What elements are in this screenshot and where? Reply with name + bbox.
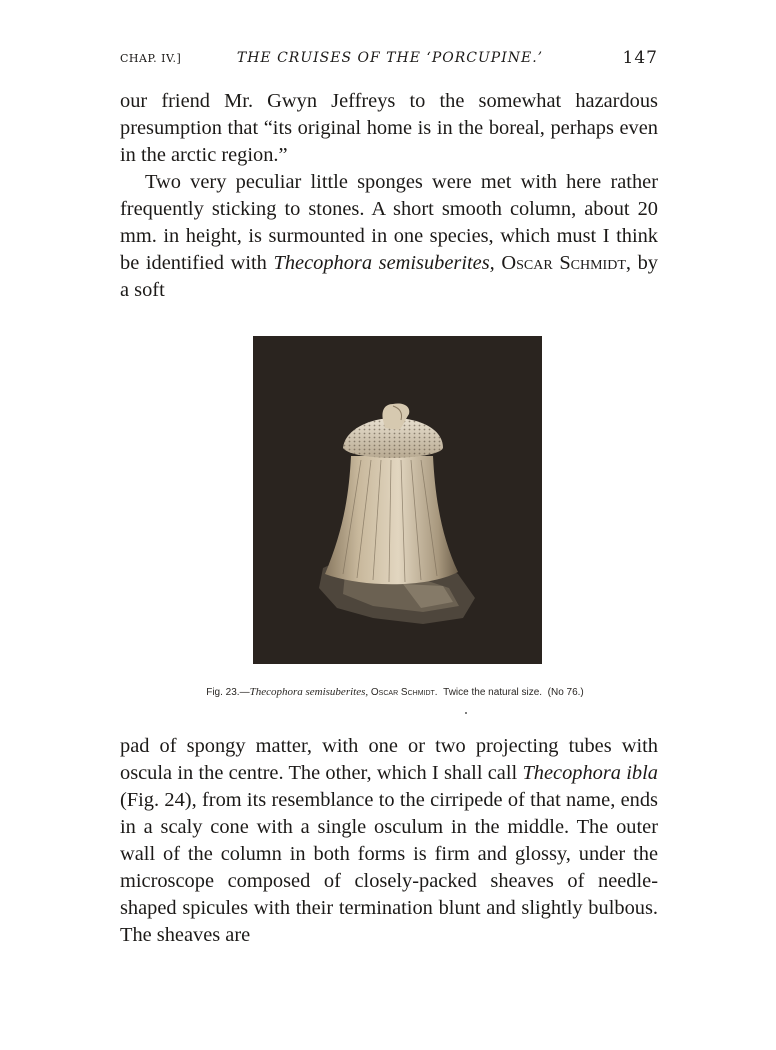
author-name: Oscar Schmidt — [501, 252, 626, 274]
sponge-engraving — [253, 336, 542, 664]
species-name: Thecophora ibla — [522, 762, 658, 784]
paragraph-continued — [120, 88, 658, 169]
caption-ref: (No 76.) — [547, 687, 584, 698]
figure-illustration — [253, 336, 542, 664]
caption-note: Twice the natural size. — [443, 687, 543, 698]
caption-author: Oscar Schmidt. — [370, 687, 438, 698]
paragraph-text: our friend Mr. Gwyn Jeffreys to the somewhat hazardous presumption that “its original home is in the boreal, perhaps even in the arctic region.” — [120, 90, 658, 166]
printer-mark — [465, 712, 467, 714]
paragraph-text: Two very peculiar little sponges were met with here rather frequently sticking to stones. A short smooth column, about 20 mm. in height, is surmounted in one species, which must I think be identified with — [120, 171, 658, 274]
chapter-label: CHAP. IV.] — [120, 52, 182, 65]
figure-caption — [140, 686, 650, 698]
running-title: THE CRUISES OF THE ‘PORCUPINE.’ — [236, 50, 544, 66]
paragraph-thecophora — [120, 733, 658, 949]
paragraph-text: pad of spongy matter, with one or two projecting tubes with oscula in the centre. The other, which I shall call — [120, 735, 658, 784]
paragraph-sponges — [120, 169, 658, 304]
figure-label: Fig. 23.— — [206, 687, 250, 698]
caption-species: Thecophora semisuberites, — [249, 686, 369, 698]
running-header — [120, 48, 658, 70]
paragraph-text: , by a soft — [120, 252, 658, 301]
page-number: 147 — [622, 48, 658, 68]
paragraph-text: (Fig. 24), from its resemblance to the cirripede of that name, ends in a scaly cone with a single osculum in the middle. The outer wall of the column in both forms is firm and glossy, under the microscope composed of closely-packed sheaves of needle-shaped spicules with their termination blunt and slightly bulbous. The sheaves are — [120, 789, 658, 946]
species-name: Thecophora semisuberites, — [273, 252, 495, 274]
